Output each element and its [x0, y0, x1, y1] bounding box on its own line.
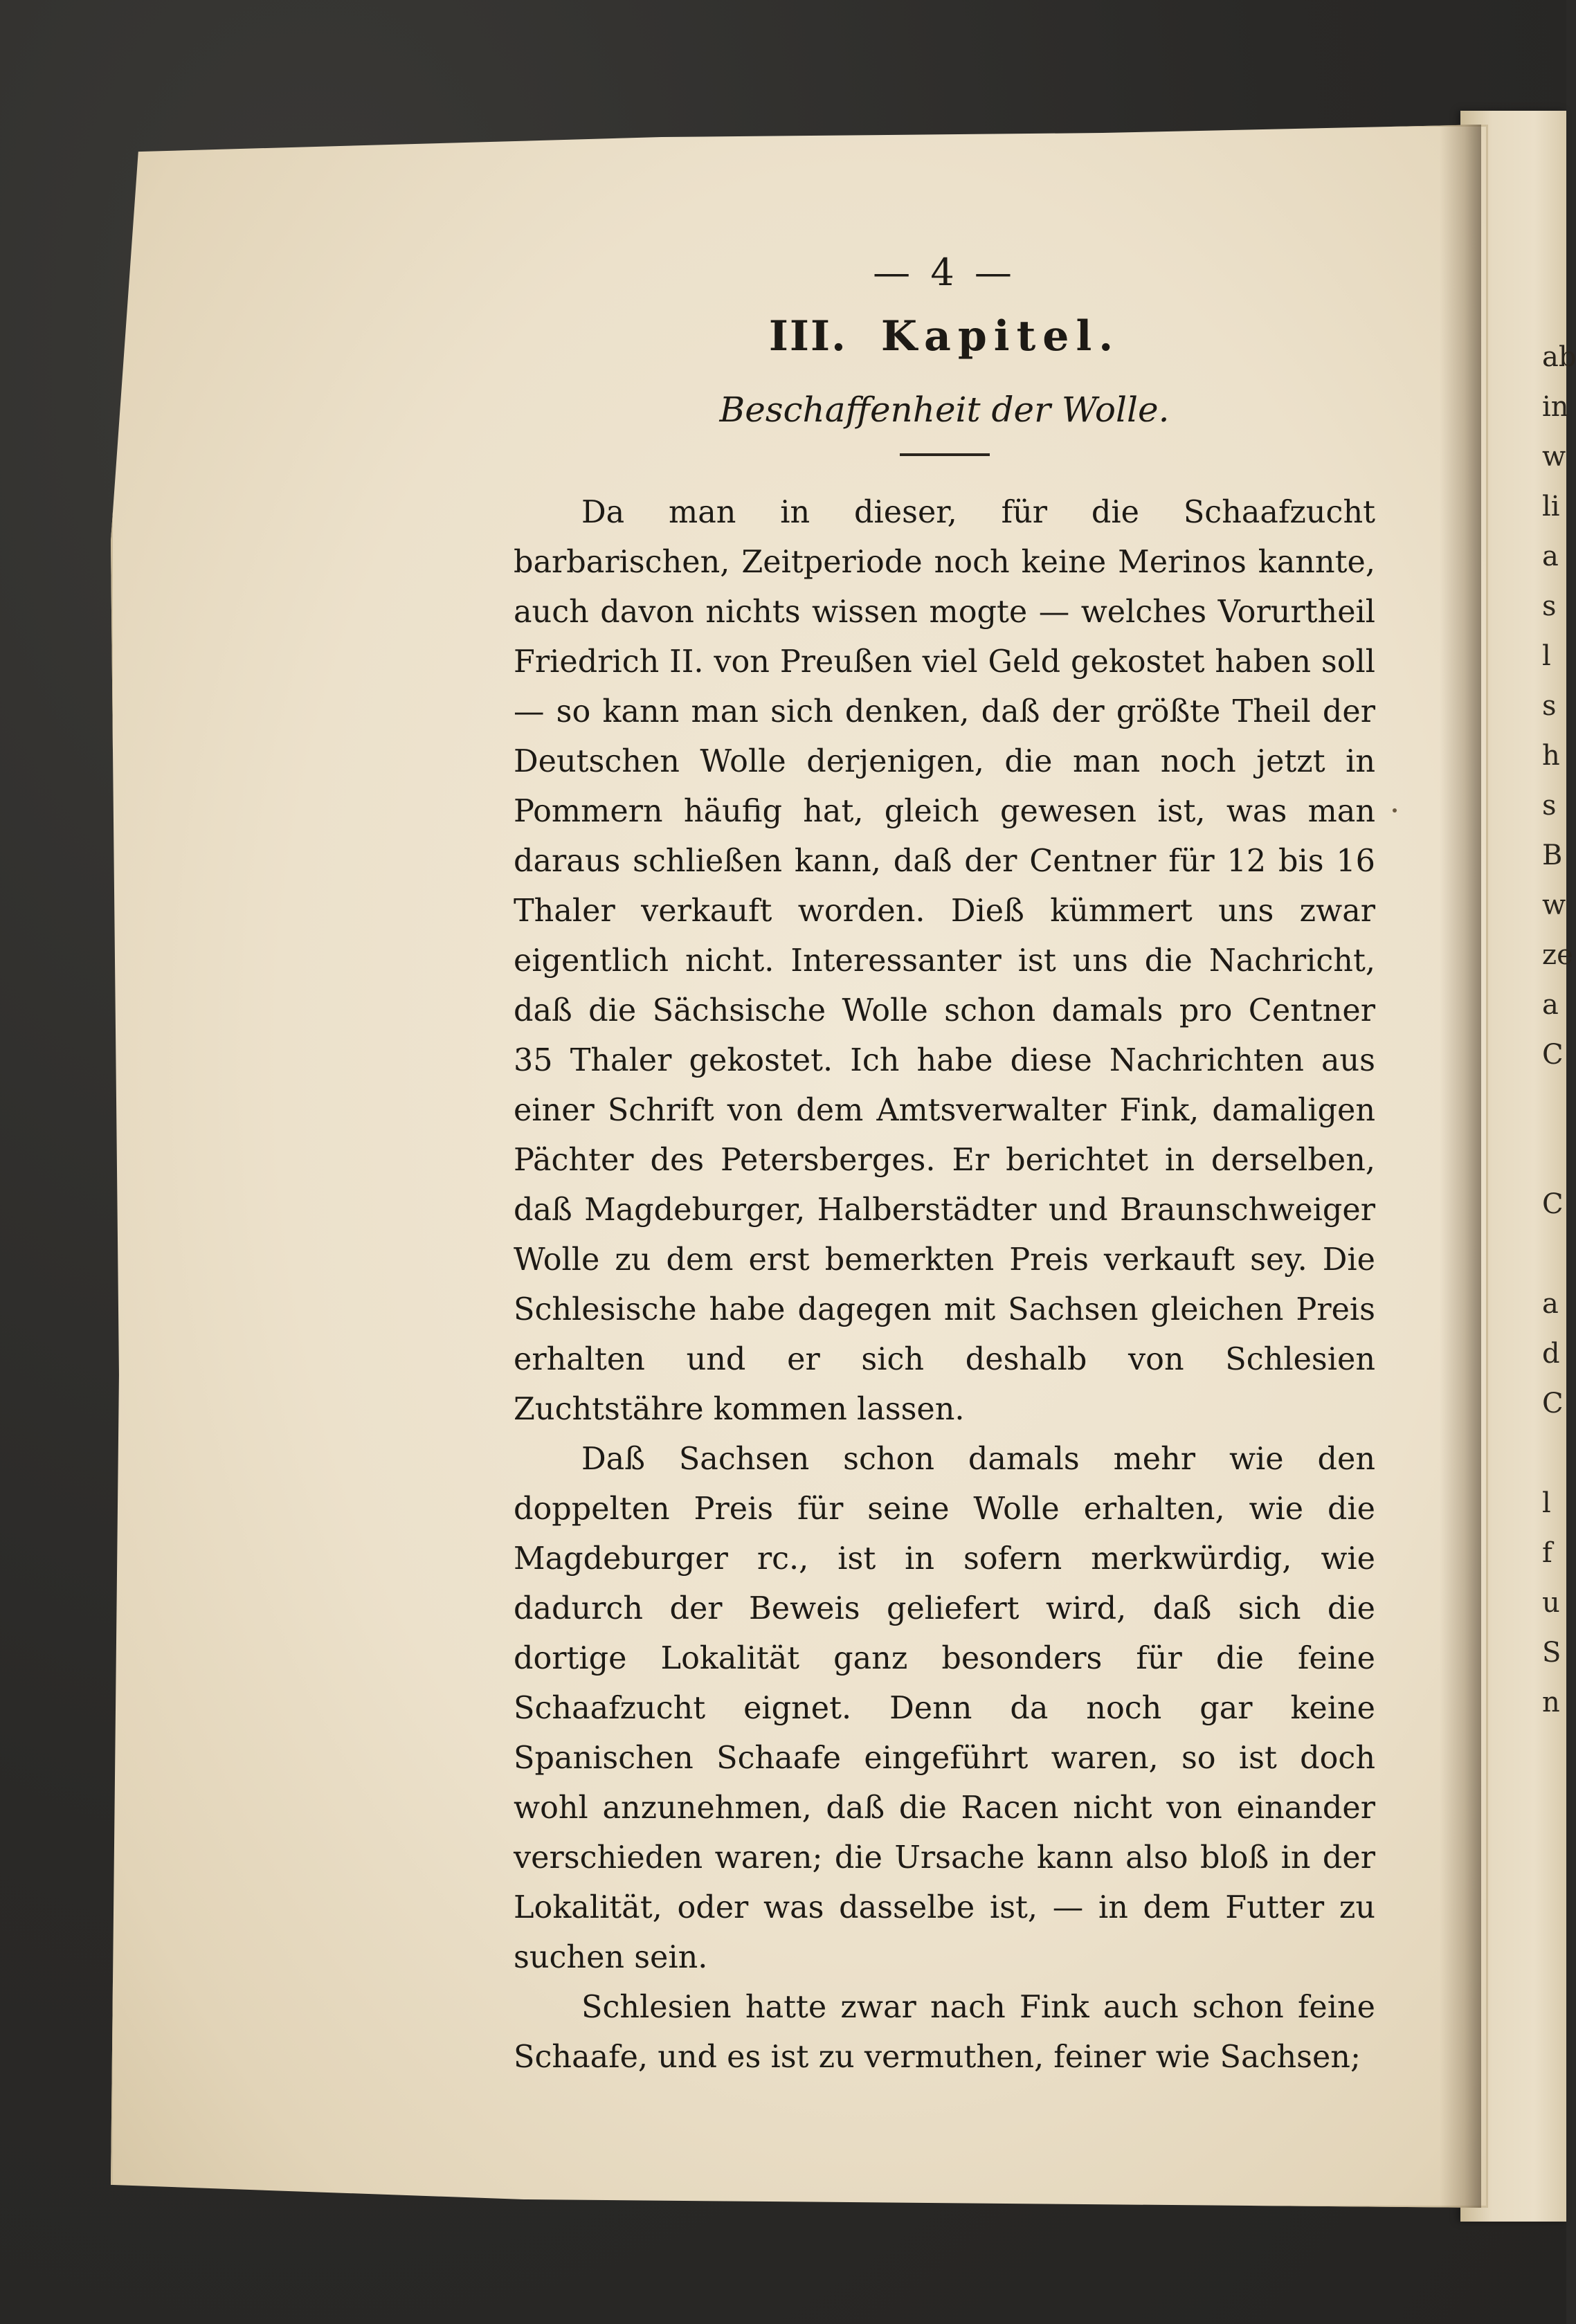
- paragraph-1: Da man in dieser, für die Schaafzucht barbarischen, Zeitperiode noch keine Merinos kannte, auch davon nichts wissen mogte — welches Vorurtheil Friedrich II. von Preußen viel Geld gekostet haben soll — so kann man sich denken, daß der größte Theil der Deutschen Wolle derjenigen, die man noch jetzt in Pommern häufig hat, gleich gewesen ist, was man daraus schließen kann, daß der Centner für 12 bis 16 Thaler verkauft worden. Dieß kümmert uns zwar eigentlich nicht. Interessanter ist uns die Nachricht, daß die Sächsische Wolle schon damals pro Centner 35 Thaler gekostet. Ich habe diese Nachrichten aus einer Schrift von dem Amtsverwalter Fink, damaligen Pächter des Petersberges. Er berichtet in derselben, daß Magdeburger, Halberstädter und Braunschweiger Wolle zu dem erst bemerkten Preis verkauft sey. Die Schlesische habe dagegen mit Sachsen gleichen Preis erhalten und er sich deshalb von Schlesien Zuchtstähre kommen lassen.: [514, 495, 1375, 1427]
- fragment-line: h: [1542, 740, 1560, 772]
- fragment-line: w: [1542, 441, 1566, 473]
- fragment-line: C: [1542, 1388, 1564, 1419]
- fragment-line: [1542, 1129, 1566, 1179]
- paragraph-2: Daß Sachsen schon damals mehr wie den doppelten Preis für seine Wolle erhalten, wie die Magdeburger rc., ist in sofern merkwürdig, wie dadurch der Beweis geliefert wird, daß sich die dortige Lokalität ganz besonders für die feine Schaafzucht eignet. Denn da noch gar keine Spanischen Schaafe eingeführt waren, so ist doch wohl anzunehmen, daß die Racen nicht von einander verschieden waren; die Ursache kann also bloß in der Lokalität, oder was dasselbe ist, — in dem Futter zu suchen sein.: [514, 1442, 1375, 1975]
- fragment-line: a: [1542, 989, 1559, 1021]
- fragment-line: s: [1542, 790, 1557, 821]
- fragment-line: a: [1542, 541, 1559, 572]
- fragment-line: C: [1542, 1039, 1564, 1071]
- paper-speck: [1393, 808, 1397, 813]
- fragment-line: S: [1542, 1637, 1561, 1669]
- fragment-line: n: [1542, 1687, 1560, 1718]
- section-divider: [900, 453, 990, 456]
- chapter-heading: [514, 312, 1375, 361]
- fragment-line: s: [1542, 690, 1557, 722]
- fragment-line: C: [1542, 1188, 1564, 1220]
- fragment-line: ab: [1542, 341, 1576, 373]
- fragment-line: ze: [1542, 939, 1573, 971]
- facing-page-text-fragments: [1542, 332, 1576, 1727]
- chapter-subtitle: Beschaffenheit der Wolle.: [719, 390, 1170, 430]
- fragment-line: s: [1542, 590, 1557, 622]
- page-gutter-shadow: [1440, 125, 1481, 2208]
- fragment-line: [1542, 1428, 1566, 1478]
- fragment-line: [1542, 1080, 1566, 1129]
- page-text-block: [514, 251, 1375, 2082]
- fragment-line: l: [1542, 640, 1551, 672]
- fragment-line: [1542, 1229, 1566, 1279]
- fragment-line: d: [1542, 1338, 1560, 1370]
- fragment-line: B: [1542, 839, 1563, 871]
- fragment-line: w: [1542, 889, 1566, 921]
- paragraph-3: Schlesien hatte zwar nach Fink auch schon feine Schaafe, und es ist zu vermuthen, feiner wie Sachsen;: [514, 1990, 1375, 2075]
- fragment-line: f: [1542, 1537, 1552, 1569]
- chapter-numeral: III.: [768, 312, 847, 361]
- chapter-label: Kapitel.: [880, 312, 1121, 361]
- fragment-line: l: [1542, 1487, 1551, 1519]
- page-number: — 4 —: [873, 251, 1016, 294]
- fragment-line: u: [1542, 1587, 1560, 1619]
- fragment-line: a: [1542, 1288, 1559, 1320]
- fragment-line: in: [1542, 391, 1569, 423]
- fragment-line: li: [1542, 491, 1560, 523]
